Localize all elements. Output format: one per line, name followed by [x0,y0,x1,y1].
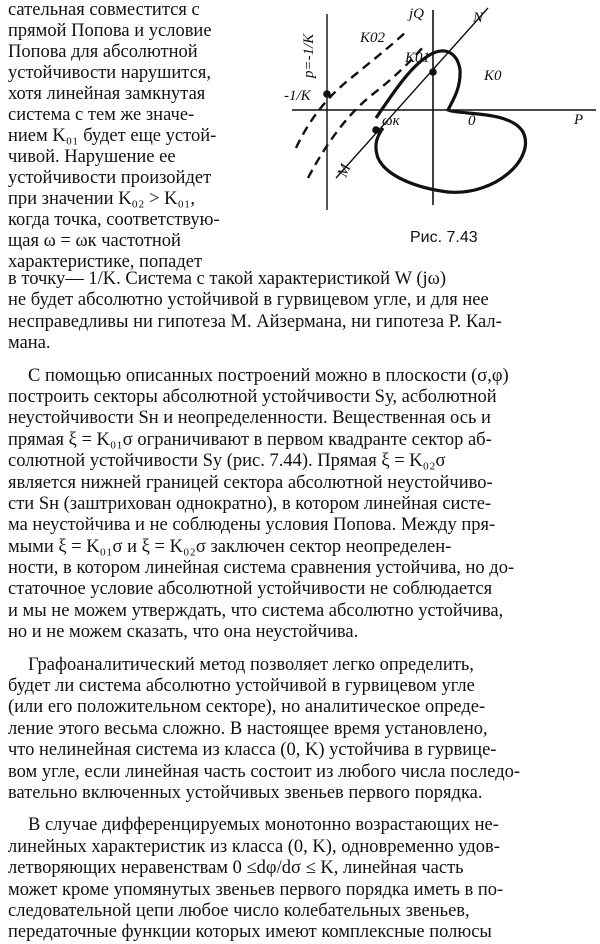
label-minus-1k: -1/K [284,88,311,104]
text-line: система с тем же значе- [8,105,195,125]
text-line: летворяющих неравенствам 0 ≤dφ/dσ ≤ K, линейная часть [8,858,464,879]
text-line: хотя линейная замкнутая [8,84,206,104]
text-line: мана. [8,333,51,354]
text-line: устойчивости нарушится, [8,63,211,83]
text-line: при значении K₀₂ > K₀₁, [8,189,196,209]
full-text-column [8,269,592,944]
label-jq: jQ [409,6,424,22]
text-line: линейных характеристик из класса (0, K), одновременно удов- [8,836,500,857]
wrapped-text-column [8,0,270,273]
text-line: ма неустойчива и не соблюдены условия Попова. Между пря- [8,515,496,536]
text-line: Попова для абсолютной [8,42,198,62]
text-line: следовательной цепи любое число колебательных звеньев, [8,900,470,921]
text-line: является нижней границей сектора абсолютной неустойчиво- [8,472,493,493]
text-line: щая ω = ωк частотной [8,231,181,251]
label-origin: 0 [468,113,476,129]
label-k02: K02 [360,30,386,46]
figure-7-43 [278,0,600,260]
figure-caption: Рис. 7.43 [410,229,478,246]
text-line: Графоаналитический метод позволяет легко определить, [28,654,474,675]
text-line: С помощью описанных построений можно в плоскости (σ,φ) [28,365,509,386]
text-line: не будет абсолютно устойчивой в гурвицевом угле, и для нее [8,290,489,311]
paragraph-gap [8,644,592,655]
label-p-axis: P [574,112,584,128]
text-line: прямой Попова и условие [8,21,212,41]
text-line: сательная совместится с [8,0,200,20]
text-line: когда точка, соответствую- [8,210,220,230]
text-line: ление этого весьма сложно. В настоящее время установлено, [8,718,488,739]
text-line: и мы не можем утверждать, что система абсолютно устойчива, [8,600,504,621]
point-omega-k [372,126,380,134]
text-line: чивой. Нарушение ее [8,147,176,167]
text-line: В случае дифференцируемых монотонно возрастающих не- [28,815,499,836]
label-p-eq: p=-1/K [301,33,317,78]
text-line: нием K₀₁ будет еще устой- [8,126,217,146]
text-line: вом угле, если линейная часть состоит из любого числа последо- [8,761,521,782]
text-line: вательно включенных устойчивых звеньев первого порядка. [8,782,483,803]
paragraph-gap [8,804,592,815]
popov-line [336,8,488,178]
text-line: (или его положительном секторе), но аналитическое опреде- [8,697,486,718]
label-n: N [473,10,484,26]
text-line: будет ли система абсолютно устойчивой в гурвицевом угле [8,676,475,697]
text-line: неустойчивости Sн и неопределенности. Вещественная ось и [8,408,491,429]
paragraph-gap [8,355,592,366]
text-line: в точку— 1/K. Система с такой характеристикой W (jω) [8,269,447,289]
label-m: M [334,161,355,180]
label-k0: K0 [484,68,502,84]
text-line: может кроме упомянутых звеньев первого порядка иметь в по- [8,879,504,900]
text-line: прямая ξ = K₀₁σ ограничивают в первом квадранте сектор аб- [8,429,492,450]
text-line: солютной устойчивости Sу (рис. 7.44). Прямая ξ = K₀₂σ [8,451,446,472]
text-line: устойчивости произойдет [8,168,212,188]
point-minus-1k [323,90,331,98]
text-line: ности, в котором линейная система сравнения устойчива, но до- [8,558,515,579]
label-k01: K01 [405,50,431,66]
text-line: статочное условие абсолютной устойчивости не соблюдается [8,579,493,600]
text-line: передаточные функции которых имеют комплексные полюсы [8,922,492,943]
text-line: сти Sн (заштрихован однократно), в котором линейная систе- [8,493,492,514]
nyquist-diagram [278,0,600,228]
text-line: мыми ξ = K₀₁σ и ξ = K₀₂σ заключен сектор неопределен- [8,536,452,557]
text-line: но и не можем сказать, что она неустойчива. [8,622,359,643]
text-line: несправедливы ни гипотеза М. Айзермана, ни гипотеза Р. Кал- [8,311,502,332]
text-line: что нелинейная система из класса (0, K) устойчива в гурвице- [8,740,497,761]
text-line: построить секторы абсолютной устойчивости Sу, асболютной [8,386,497,407]
point-k01 [429,68,437,76]
label-omega-k: ωк [382,113,400,129]
text-line: характеристике, попадет [8,252,203,272]
